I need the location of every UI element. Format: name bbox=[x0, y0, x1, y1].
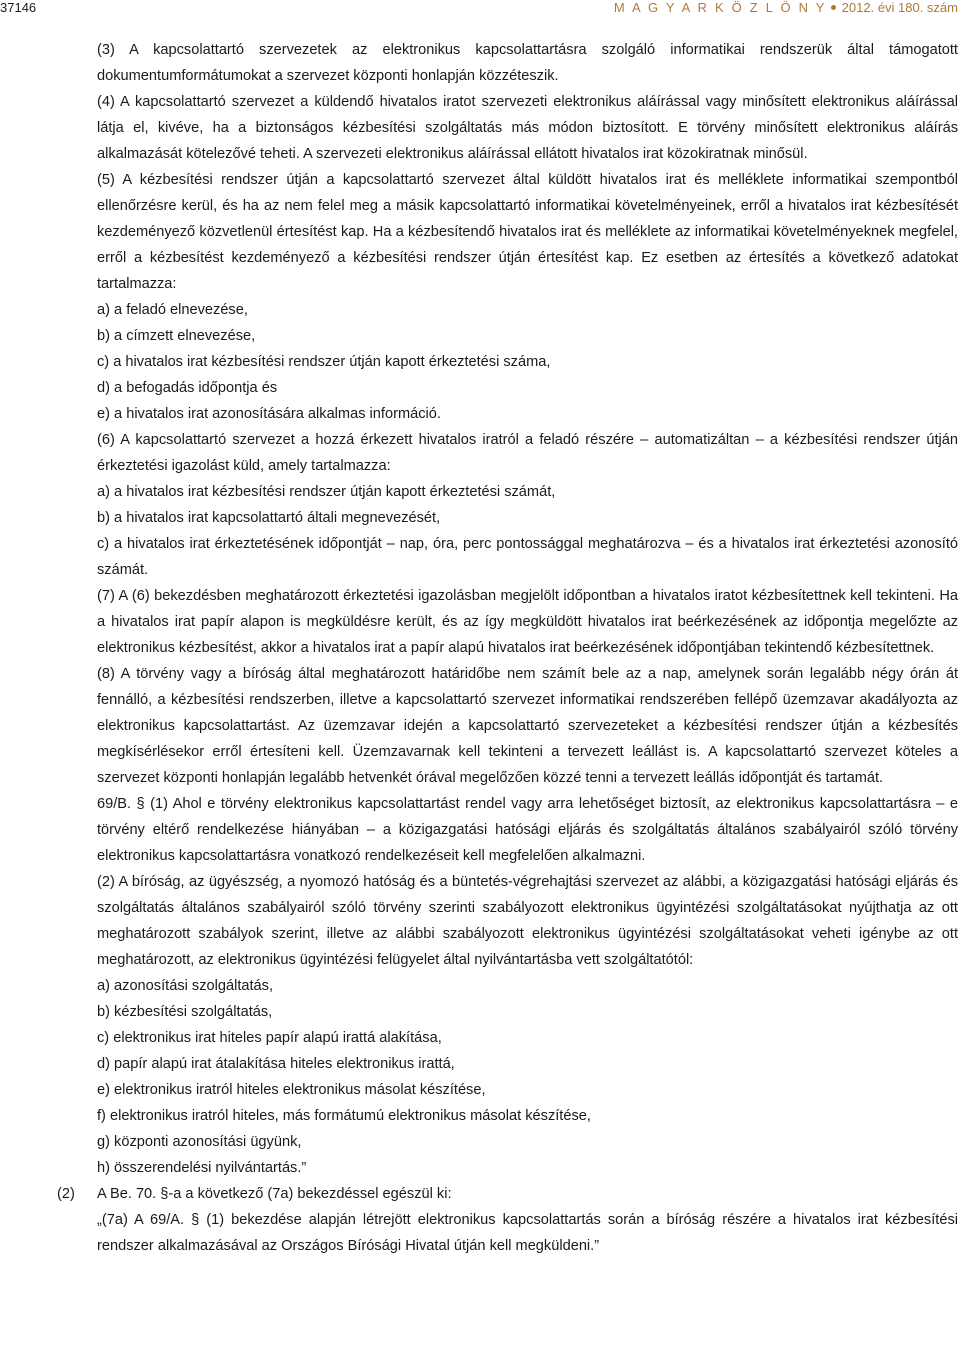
paragraph: (4) A kapcsolattartó szervezet a küldendő hivatalos iratot szervezeti elektronikus aláírással vagy minősített elektronikus aláírással látja el, kivéve, ha a biztonságos kézbesítési szolgáltatás más módon biztosított. E törvény minősített elektronikus aláírás alkalmazását kötelezővé teheti. A szervezeti elektronikus aláírással ellátott hivatalos irat közokiratnak minősül. bbox=[97, 94, 958, 162]
section-paragraph: 69/B. § (1) Ahol e törvény elektronikus kapcsolattartást rendel vagy arra lehetőséget biztosít, az elektronikus kapcsolattartásra – e törvény eltérő rendelkezése hiányában – a közigazgatási hatósági eljárás és szolgáltatás általános szabályairól szóló törvény elektronikus kapcsolattartásra vonatkozó rendelkezéseit kell megfelelően alkalmazni. bbox=[97, 796, 958, 864]
list-item: e) elektronikus iratról hiteles elektronikus másolat készítése, bbox=[97, 1082, 486, 1098]
amendment-marker: (2) bbox=[57, 1186, 75, 1202]
list-item: b) a címzett elnevezése, bbox=[97, 328, 256, 344]
list-item: g) központi azonosítási ügyünk, bbox=[97, 1134, 302, 1150]
bullet-separator-icon bbox=[831, 5, 836, 10]
list-item: c) a hivatalos irat érkeztetésének időpontját – nap, óra, perc pontossággal meghatározva – és a hivatalos irat érkeztetési azonosító számát. bbox=[97, 536, 958, 578]
amendment-intro: A Be. 70. §-a a következő (7a) bekezdéssel egészül ki: bbox=[97, 1186, 452, 1202]
list-item: f) elektronikus iratról hiteles, más formátumú elektronikus másolat készítése, bbox=[97, 1108, 591, 1124]
page-header bbox=[0, 0, 960, 22]
list-item: e) a hivatalos irat azonosítására alkalmas információ. bbox=[97, 406, 441, 422]
amendment-item bbox=[0, 1181, 960, 1259]
list-item: b) a hivatalos irat kapcsolattartó általi megnevezését, bbox=[97, 510, 441, 526]
list-item: c) elektronikus irat hiteles papír alapú irattá alakítása, bbox=[97, 1030, 442, 1046]
paragraph: (3) A kapcsolattartó szervezetek az elektronikus kapcsolattartásra szolgáló informatikai rendszerük által támogatott dokumentumformátumokat a szervezet központi honlapján közzéteszik. bbox=[97, 42, 958, 84]
document-body bbox=[0, 37, 960, 1259]
paragraph: (2) A bíróság, az ügyészség, a nyomozó hatóság és a büntetés-végrehajtási szervezet az alábbi, a közigazgatási hatósági eljárás és szolgáltatás általános szabályairól szóló törvény szerinti szabályozott elektronikus ügyintézési szolgáltatásokat nyújthatja az ott meghatározott szabályok szerint, illetve az alábbi szabályozott elektronikus ügyintézési szolgáltatásokat veheti igénybe az ott meghatározott, az elektronikus ügyintézési felügyelet által nyilvántartásba vett szolgáltatótól: bbox=[97, 874, 958, 968]
list-item: c) a hivatalos irat kézbesítési rendszer útján kapott érkeztetési száma, bbox=[97, 354, 551, 370]
list-item: a) a feladó elnevezése, bbox=[97, 302, 248, 318]
list-item: a) a hivatalos irat kézbesítési rendszer útján kapott érkeztetési számát, bbox=[97, 484, 556, 500]
paragraph: (6) A kapcsolattartó szervezet a hozzá érkezett hivatalos iratról a feladó részére – automatizáltan – a kézbesítési rendszer útján érkeztetési igazolást küld, amely tartalmazza: bbox=[97, 432, 958, 474]
journal-name: M A G Y A R K Ö Z L Ö N Y bbox=[613, 0, 827, 15]
page-number: 37146 bbox=[0, 0, 37, 15]
list-item: d) papír alapú irat átalakítása hiteles elektronikus irattá, bbox=[97, 1056, 455, 1072]
journal-info bbox=[614, 0, 958, 16]
law-text-block bbox=[0, 37, 960, 1181]
paragraph: (8) A törvény vagy a bíróság által meghatározott határidőbe nem számít bele az a nap, amelynek során legalább négy órán át fennálló, a kézbesítési rendszerben, illetve a kapcsolattartó szervezet informatikai rendszerében fellépő üzemzavar akadályozta az elektronikus kapcsolattartást. Az üzemzavar idején a kapcsolattartó szervezeteket a kézbesítési rendszer útján a kézbesítés megkísérlésekor erről értesíteni kell. Üzemzavarnak kell tekinteni a tervezett leállást is. A kapcsolattartó szervezet köteles a szervezet központi honlapján legalább hetvenkét órával megelőzően közzé tenni a tervezett leállás időpontját és tartamát. bbox=[97, 666, 958, 786]
amendment-body bbox=[97, 1181, 960, 1259]
list-item: d) a befogadás időpontja és bbox=[97, 380, 278, 396]
list-item: a) azonosítási szolgáltatás, bbox=[97, 978, 274, 994]
list-item: h) összerendelési nyilvántartás.” bbox=[97, 1160, 307, 1176]
amendment-text: „(7a) A 69/A. § (1) bekezdése alapján létrejött elektronikus kapcsolattartás során a bíróság részére a hivatalos irat kézbesítési rendszer alkalmazásával az Országos Bírósági Hivatal útján kell megküldeni.” bbox=[97, 1212, 958, 1254]
list-item: b) kézbesítési szolgáltatás, bbox=[97, 1004, 273, 1020]
paragraph: (7) A (6) bekezdésben meghatározott érkeztetési igazolásban megjelölt időpontban a hivatalos iratot kézbesítettnek kell tekinteni. Ha a hivatalos irat papír alapon is megküldésre került, és az így megküldött hivatalos irat beérkezésének az időpontja megelőzte az elektronikus kézbesítést, akkor a hivatalos irat a papír alapú hivatalos irat beérkezésének időpontjában tekintendő kézbesítettnek. bbox=[97, 588, 958, 656]
issue-label: 2012. évi 180. szám bbox=[841, 0, 958, 15]
paragraph: (5) A kézbesítési rendszer útján a kapcsolattartó szervezet által küldött hivatalos irat és melléklete informatikai szempontból ellenőrzésre kerül, és ha az nem felel meg a másik kapcsolattartó informatikai követelményeinek, erről a hivatalos irat kézbesítését kezdeményező közvetlenül értesítést kap. Ha a kézbesítendő hivatalos irat és melléklete az informatikai követelményeknek megfelel, erről a kézbesítést kezdeményező a kézbesítési rendszer útján értesítést kap. Ez esetben az értesítés a következő adatokat tartalmazza: bbox=[97, 172, 958, 292]
